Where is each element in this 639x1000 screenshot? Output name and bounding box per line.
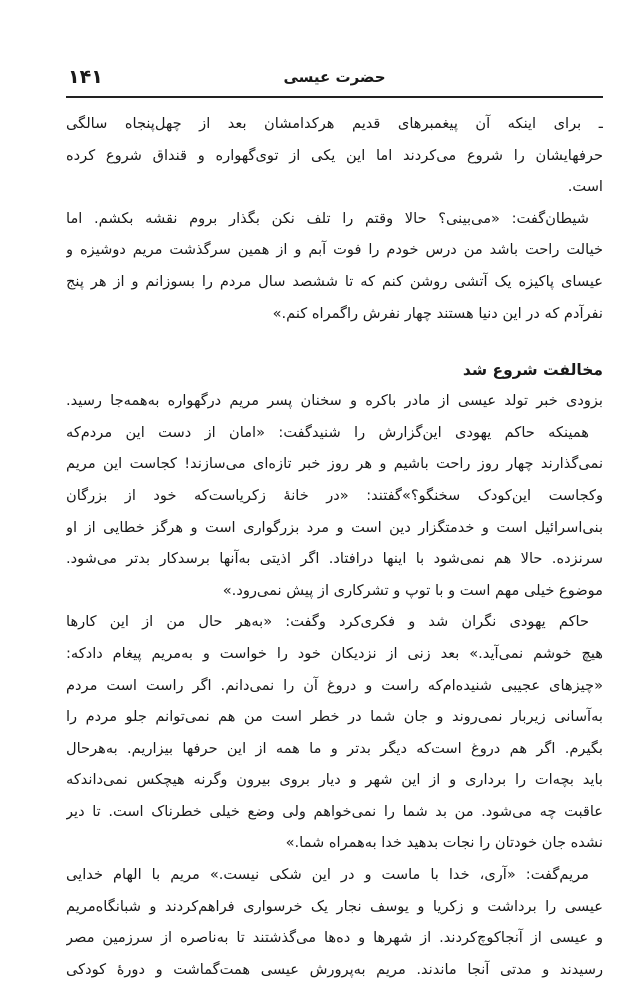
paragraph (66, 108, 603, 203)
page-body (66, 108, 603, 985)
text-line: عیسای پاکیزه یک آتشی روشن کنم که تا ششصد سال مردم را بسوزانم و از هر پنج (66, 272, 603, 290)
text-line: نشده جان خودتان را نجات بدهید خدا به‌همراه شما.» (285, 834, 603, 852)
text-line: بگیرم. اگر هم دروغ است‌که دیگر بدتر و ما همه از این حرفها بیزاریم. به‌هرحال (66, 739, 603, 757)
text-line: خیالت راحت باشد من درس خودم را فوت آبم و از همین سرگذشت مریم دوشیزه و (66, 241, 603, 259)
text-line: همینکه حاکم یهودی این‌گزارش را شنیدگفت: «امان از دست این مردم‌که (66, 423, 589, 441)
paragraph (66, 859, 603, 985)
text-line: موضوع خیلی مهم است و با توپ و تشرکاری از پیش نمی‌رود.» (222, 581, 603, 599)
running-title: حضرت عیسی (283, 68, 386, 86)
text-line: نمی‌گذارند چهار روز راحت باشیم و هر روز خبر تازه‌ای می‌سازند! کجاست این مریم (66, 455, 603, 473)
paragraph (66, 385, 603, 417)
section-heading: مخالفت شروع شد (462, 361, 603, 380)
text-line: ـ برای اینکه آن پیغمبرهای قدیم هرکدامشان بعد از چهل‌پنجاه سالگی (66, 115, 603, 132)
page-header (66, 60, 603, 98)
section-gap (66, 329, 603, 355)
text-line: سرنزده. حالا هم نمی‌شود با اینها درافتاد. اگر اذیتی به‌آنها برسد‌کار بدتر می‌شود. (66, 550, 603, 568)
text-line: به‌آسانی زیربار نمی‌روند و جان شما در خطر است من هم نمی‌توانم جلو مردم را (66, 708, 603, 726)
text-line: «چیزهای عجیبی شنیده‌ام‌که راست و دروغ آن را نمی‌دانم. اگر راست است مردم (66, 676, 603, 694)
paragraph (66, 606, 603, 859)
text-line: بزودی خبر تولد عیسی از مادر باکره و سخنان پسر مریم درگهواره به‌همه‌جا رسید. (66, 392, 603, 410)
page-number: ۱۴۱ (68, 66, 103, 88)
text-line: رسیدند و مدتی آنجا ماندند. مریم به‌پرورش عیسی همت‌گماشت و دورهٔ کودکی (66, 960, 603, 978)
text-line: است. (567, 178, 603, 196)
paragraph (66, 203, 603, 329)
text-line: نفرآدم که در این دنیا هستند چهار نفرش راگمراه کنم.» (272, 304, 603, 322)
text-line: و عیسی از آنجاکوچ‌کردند. از شهرها و ده‌ها می‌گذشتند تا به‌ناصره از سرزمین مصر (66, 929, 603, 947)
text-line: حرفهایشان را شروع می‌کردند اما این یکی از توی‌گهواره و قنداق شروع کرده (66, 146, 603, 164)
text-line: بنی‌اسرائیل است و خدمتگزار دین است و مرد بزرگواری است و هرگز خطایی از او (66, 518, 603, 536)
text-line: وکجاست این‌کودک سخنگو؟»گفتند: «در خانهٔ زکریاست‌که خود از بزرگان (66, 486, 603, 504)
text-line: عاقبت چه می‌شود. من بد شما را نمی‌خواهم ولی وضع خیلی خطرناک است. تا دیر (66, 802, 603, 820)
text-line: شیطان‌گفت: «می‌بینی؟ حالا وقتم را تلف نکن بگذار بروم نقشه بکشم. اما (66, 209, 589, 227)
text-line: حاکم یهودی نگران شد و فکری‌کرد وگفت: «به‌هر حال من از این کارها (66, 613, 589, 631)
text-line: عیسی را برداشت و زکریا و یوسف نجار یک خرسواری فراهم‌کردند و شبانگاه‌مریم (66, 897, 603, 915)
paragraph (66, 417, 603, 607)
text-line: باید بچه‌ات را برداری و از این شهر و دیار بروی بیرون وگرنه هیچکس نمی‌داندکه (66, 771, 603, 789)
text-line: مریم‌گفت: «آری، خدا با ماست و در این شکی نیست.» مریم با الهام خدایی (66, 866, 589, 884)
text-line: هیچ خوشم نمی‌آید.» بعد زنی از نزدیکان خود را خواست و به‌مریم پیغام دادکه: (66, 644, 603, 662)
